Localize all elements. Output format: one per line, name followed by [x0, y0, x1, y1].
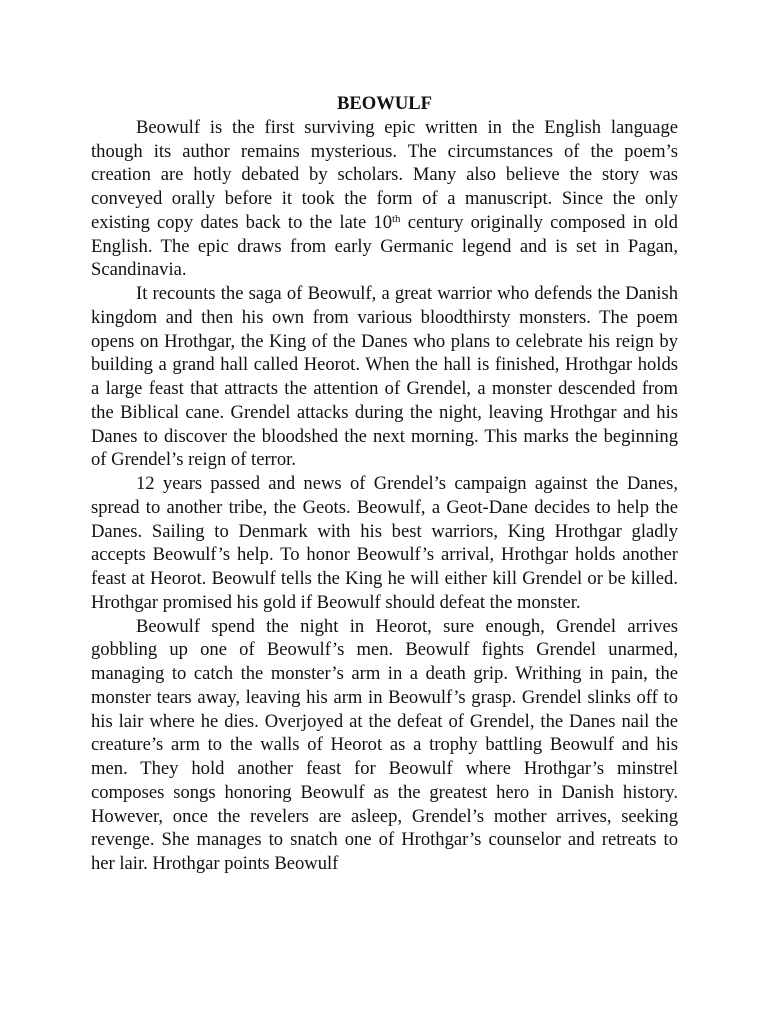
paragraph-1-text: Beowulf is the first surviving epic written in the English language though its author remains mysterious. The circumstances of the poem’s creation are hotly debated by scholars. Many also believe the story was conveyed orally before it took the form of a manuscript. Since the only existing copy dates back to the late 10: [91, 116, 678, 233]
document-page: [91, 92, 678, 876]
ordinal-superscript: th: [392, 212, 401, 225]
paragraph-2: It recounts the saga of Beowulf, a great warrior who defends the Danish kingdom and then his own from various bloodthirsty monsters. The poem opens on Hrothgar, the King of the Danes who plans to celebrate his reign by building a grand hall called Heorot. When the hall is finished, Hrothgar holds a large feast that attracts the attention of Grendel, a monster descended from the Biblical cane. Grendel attacks during the night, leaving Hrothgar and his Danes to discover the bloodshed the next morning. This marks the beginning of Grendel’s reign of terror.: [91, 283, 678, 471]
paragraph-1-text-continued: century originally composed in old English. The epic draws from early Germanic legend and is set in Pagan, Scandinavia.: [91, 211, 678, 281]
paragraph-4: Beowulf spend the night in Heorot, sure enough, Grendel arrives gobbling up one of Beowulf’s men. Beowulf fights Grendel unarmed, managing to catch the monster’s arm in a death grip. Writhing in pain, the monster tears away, leaving his arm in Beowulf’s grasp. Grendel slinks off to his lair where he dies. Overjoyed at the defeat of Grendel, the Danes nail the creature’s arm to the walls of Heorot as a trophy battling Beowulf and his men. They hold another feast for Beowulf where Hrothgar’s minstrel composes songs honoring Beowulf as the greatest hero in Danish history. However, once the revelers are asleep, Grendel’s mother arrives, seeking revenge. She manages to snatch one of Hrothgar’s counselor and retreats to her lair. Hrothgar points Beowulf: [91, 615, 678, 874]
paragraph-1: [91, 116, 678, 282]
document-title: BEOWULF: [336, 93, 433, 114]
paragraph-3: 12 years passed and news of Grendel’s campaign against the Danes, spread to another tribe, the Geots. Beowulf, a Geot-Dane decides to help the Danes. Sailing to Denmark with his best warriors, King Hrothgar gladly accepts Beowulf’s help. To honor Beowulf’s arrival, Hrothgar holds another feast at Heorot. Beowulf tells the King he will either kill Grendel or be killed. Hrothgar promised his gold if Beowulf should defeat the monster.: [91, 473, 678, 613]
